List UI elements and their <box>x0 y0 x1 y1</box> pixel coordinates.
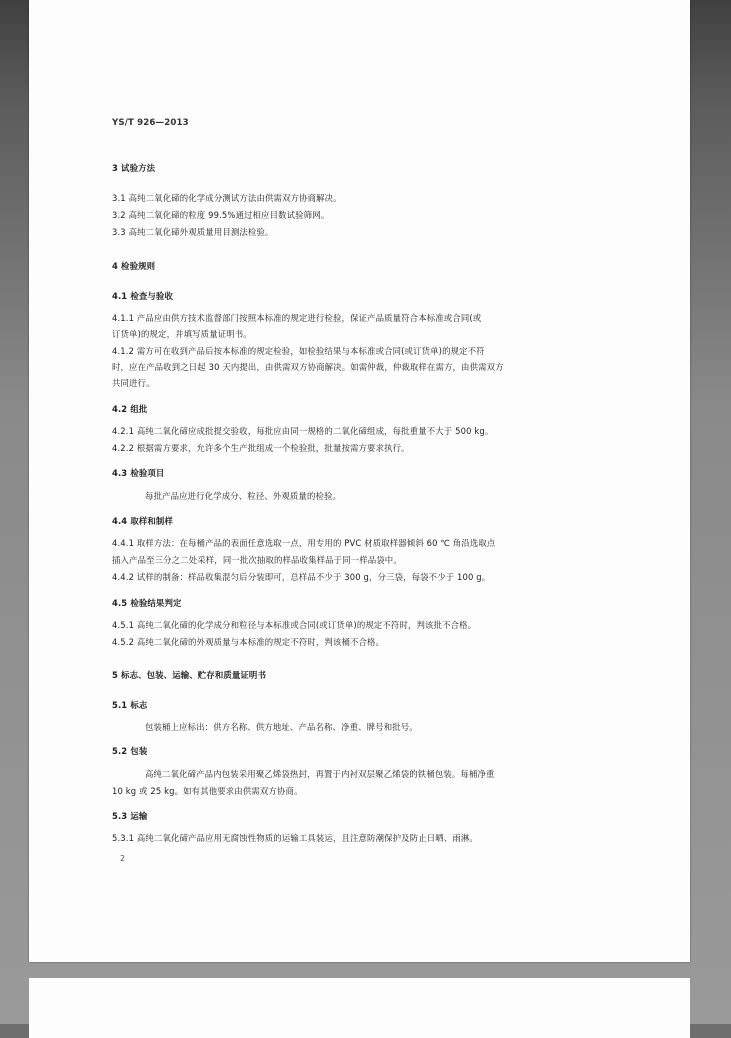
section-5-2-heading: 5.2 包装 <box>112 746 148 756</box>
clause-3-1: 3.1 高纯二氧化碲的化学成分测试方法由供需双方协商解决。 <box>112 193 342 203</box>
section-4-3-heading: 4.3 检验项目 <box>112 468 165 478</box>
section-5-1-heading: 5.1 标志 <box>112 700 148 710</box>
standard-code-header: YS/T 926—2013 <box>112 118 189 128</box>
section-4-5-heading: 4.5 检验结果判定 <box>112 598 182 608</box>
clause-4-2-1: 4.2.1 高纯二氧化碲应成批提交验收，每批应由同一规格的二氧化碲组成，每批重量不大于 500 kg。 <box>112 426 494 436</box>
clause-4-1-2-line3: 共同进行。 <box>112 378 155 388</box>
section-5-3-heading: 5.3 运输 <box>112 811 148 821</box>
section-4-heading: 4 检验规则 <box>112 261 156 271</box>
clause-4-1-1-line2: 订货单)的规定，并填写质量证明书。 <box>112 329 252 339</box>
clause-4-2-2: 4.2.2 根据需方要求，允许多个生产批组成一个检验批，批量按需方要求执行。 <box>112 443 410 453</box>
next-page-preview <box>29 978 690 1038</box>
clause-4-5-1: 4.5.1 高纯二氧化碲的化学成分和粒径与本标准或合同(或订货单)的规定不符时，判该批不合格。 <box>112 620 477 630</box>
section-4-2-heading: 4.2 组批 <box>112 404 148 414</box>
clause-4-1-1-line1: 4.1.1 产品应由供方技术监督部门按照本标准的规定进行检验，保证产品质量符合本标准或合同(或 <box>112 313 482 323</box>
clause-4-1-2-line1: 4.1.2 需方可在收到产品后按本标准的规定检验，如检验结果与本标准或合同(或订货单)的规定不符 <box>112 346 485 356</box>
clause-5-2-line1: 高纯二氧化碲产品内包装采用聚乙烯袋热封，再置于内衬双层聚乙烯袋的铁桶包装。每桶净重 <box>145 769 495 779</box>
clause-5-3-1: 5.3.1 高纯二氧化碲产品应用无腐蚀性物质的运输工具装运，且注意防潮保护及防止日晒、雨淋。 <box>112 833 478 843</box>
clause-4-4-1-line2: 插入产品至三分之二处采样，同一批次抽取的样品收集样品于同一样品袋中。 <box>112 555 402 565</box>
section-4-1-heading: 4.1 检查与验收 <box>112 291 173 301</box>
clause-4-5-2: 4.5.2 高纯二氧化碲的外观质量与本标准的规定不符时，判该桶不合格。 <box>112 637 385 647</box>
section-4-4-heading: 4.4 取样和制样 <box>112 516 173 526</box>
page-number: 2 <box>120 854 126 863</box>
section-3-heading: 3 试验方法 <box>112 163 156 173</box>
section-5-heading: 5 标志、包装、运输、贮存和质量证明书 <box>112 670 266 680</box>
clause-3-2: 3.2 高纯二氧化碲的粒度 99.5%通过相应目数试验筛网。 <box>112 210 330 220</box>
clause-5-2-line2: 10 kg 或 25 kg。如有其他要求由供需双方协商。 <box>112 786 303 796</box>
clause-3-3: 3.3 高纯二氧化碲外观质量用目测法检验。 <box>112 227 274 237</box>
clause-4-1-2-line2: 时，应在产品收到之日起 30 天内提出，由供需双方协商解决。如需仲裁，仲裁取样在需方，由供需双方 <box>112 362 504 372</box>
document-page <box>29 0 690 962</box>
clause-4-4-2: 4.4.2 试样的制备：样品收集混匀后分装即可，总样品不少于 300 g，分三袋，每袋不少于 100 g。 <box>112 572 491 582</box>
clause-4-3-text: 每批产品应进行化学成分、粒径、外观质量的检验。 <box>145 491 342 501</box>
clause-4-4-1-line1: 4.4.1 取样方法：在每桶产品的表面任意选取一点，用专用的 PVC 材质取样器倾斜 60 ℃ 角沿选取点 <box>112 538 496 548</box>
clause-5-1-text: 包装桶上应标出：供方名称、供方地址、产品名称、净重、牌号和批号。 <box>145 722 418 732</box>
